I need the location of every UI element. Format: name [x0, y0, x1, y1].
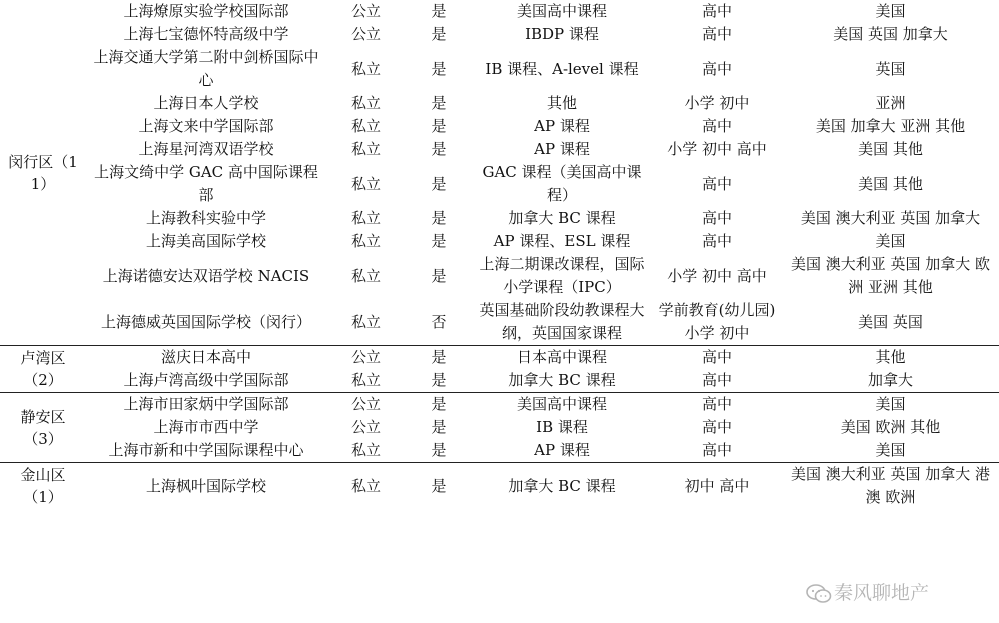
- district-cell: 卢湾区（2）: [0, 346, 86, 393]
- table-row: [0, 253, 999, 299]
- school-cell: 上海枫叶国际学校: [86, 463, 326, 510]
- stage-cell: 小学 初中 高中: [667, 266, 767, 285]
- school-cell: 上海德威英国国际学校（闵行）: [100, 312, 311, 331]
- stage-cell: 高中: [701, 441, 732, 459]
- curriculum-cell: 日本高中课程: [472, 346, 652, 370]
- table-row: [0, 299, 999, 346]
- destination-cell: 亚洲: [875, 94, 906, 112]
- curriculum-cell: GAC 课程（美国高中课程）: [482, 163, 642, 204]
- curriculum-cell: AP 课程: [534, 441, 590, 459]
- flag-cell: 是: [406, 346, 472, 370]
- type-cell: 私立: [350, 232, 381, 250]
- destination-cell: 美国 澳大利亚 英国 加拿大 港澳 欧洲: [782, 463, 999, 510]
- curriculum-cell: AP 课程、ESL 课程: [493, 232, 631, 250]
- stage-cell: 高中: [701, 117, 732, 135]
- school-cell: 上海文来中学国际部: [138, 117, 274, 135]
- table-row: [0, 369, 999, 393]
- school-cell: 上海星河湾双语学校: [138, 140, 274, 158]
- stage-cell: 高中: [652, 346, 782, 370]
- destination-cell: 美国 欧洲 其他: [840, 418, 941, 436]
- type-cell: 公立: [350, 418, 381, 436]
- type-cell: 私立: [350, 174, 381, 193]
- type-cell: 私立: [350, 94, 381, 112]
- type-cell: 公立: [350, 2, 381, 20]
- flag-cell: 否: [431, 312, 447, 331]
- stage-cell: 高中: [701, 2, 732, 20]
- destination-cell: 美国 加拿大 亚洲 其他: [815, 117, 966, 135]
- flag-cell: 是: [431, 266, 447, 285]
- destination-cell: 美国: [875, 441, 906, 459]
- curriculum-cell: 美国高中课程: [516, 2, 607, 20]
- table-row: [0, 393, 999, 417]
- school-cell: 上海文绮中学 GAC 高中国际课程部: [94, 163, 318, 204]
- curriculum-cell: IBDP 课程: [525, 25, 599, 43]
- destination-cell: 美国 英国: [858, 312, 923, 331]
- destination-cell: 美国 英国 加拿大: [833, 25, 948, 43]
- curriculum-cell: AP 课程: [534, 117, 590, 135]
- destination-cell: 其他: [782, 346, 999, 370]
- flag-cell: 是: [431, 2, 447, 20]
- stage-cell: 小学 初中: [684, 94, 750, 112]
- wechat-icon: [806, 584, 832, 604]
- type-cell: 私立: [350, 59, 381, 78]
- flag-cell: 是: [431, 140, 447, 158]
- stage-cell: 高中: [701, 25, 732, 43]
- school-cell: 上海卢湾高级中学国际部: [123, 371, 289, 389]
- school-cell: 上海七宝德怀特高级中学: [123, 25, 289, 43]
- flag-cell: 是: [431, 25, 447, 43]
- school-cell: 上海市市西中学: [153, 418, 259, 436]
- flag-cell: 是: [431, 59, 447, 78]
- curriculum-cell: 加拿大 BC 课程: [472, 463, 652, 510]
- destination-cell: 美国: [875, 2, 906, 20]
- school-cell: 滋庆日本高中: [86, 346, 326, 370]
- stage-cell: 高中: [701, 209, 732, 227]
- destination-cell: 英国: [875, 59, 906, 78]
- destination-cell: 加拿大: [867, 371, 913, 389]
- type-cell: 私立: [350, 371, 381, 389]
- table-row: [0, 46, 999, 92]
- flag-cell: 是: [431, 232, 447, 250]
- district-cell: 静安区（3）: [0, 393, 86, 463]
- stage-cell: 高中: [701, 371, 732, 389]
- stage-cell: 学前教育(幼儿园) 小学 初中: [658, 301, 776, 342]
- flag-cell: 是: [431, 209, 447, 227]
- destination-cell: 美国 澳大利亚 英国 加拿大 欧洲 亚洲 其他: [790, 255, 991, 296]
- school-cell: 上海日本人学校: [153, 94, 259, 112]
- table-row: [0, 138, 999, 161]
- school-cell: 上海燎原实验学校国际部: [123, 2, 289, 20]
- curriculum-cell: 英国基础阶段幼教课程大纲，英国国家课程: [479, 301, 645, 342]
- table-row: [0, 92, 999, 115]
- type-cell: 私立: [350, 312, 381, 331]
- destination-cell: 美国 其他: [858, 140, 923, 158]
- stage-cell: 高中: [701, 232, 732, 250]
- type-cell: 公立: [326, 346, 406, 370]
- type-cell: 私立: [350, 266, 381, 285]
- type-cell: 私立: [326, 463, 406, 510]
- flag-cell: 是: [406, 463, 472, 510]
- curriculum-cell: AP 课程: [534, 140, 590, 158]
- flag-cell: 是: [431, 117, 447, 135]
- stage-cell: 小学 初中 高中: [667, 140, 767, 158]
- table-row: [0, 416, 999, 439]
- stage-cell: 高中: [701, 418, 732, 436]
- flag-cell: 是: [431, 94, 447, 112]
- table-row: [0, 0, 999, 23]
- curriculum-cell: 加拿大 BC 课程: [508, 371, 616, 389]
- type-cell: 私立: [350, 209, 381, 227]
- school-cell: 上海诺德安达双语学校 NACIS: [102, 266, 310, 285]
- table-row: [0, 439, 999, 463]
- flag-cell: 是: [431, 441, 447, 459]
- school-cell: 上海教科实验中学: [145, 209, 266, 227]
- school-cell: 上海市新和中学国际课程中心: [108, 441, 304, 459]
- curriculum-cell: IB 课程、A-level 课程: [485, 59, 639, 78]
- table-row: [0, 346, 999, 370]
- district-cell: 闵行区（11）: [8, 152, 78, 193]
- curriculum-cell: IB 课程: [536, 418, 588, 436]
- table-row: [0, 23, 999, 46]
- watermark: [806, 578, 929, 605]
- type-cell: 私立: [350, 441, 381, 459]
- school-cell: 上海美高国际学校: [145, 232, 266, 250]
- flag-cell: 是: [431, 371, 447, 389]
- table-row: [0, 207, 999, 230]
- curriculum-cell: 美国高中课程: [472, 393, 652, 417]
- school-cell: 上海市田家炳中学国际部: [86, 393, 326, 417]
- table-row: [0, 115, 999, 138]
- destination-cell: 美国: [782, 393, 999, 417]
- flag-cell: 是: [406, 393, 472, 417]
- destination-cell: 美国 澳大利亚 英国 加拿大: [800, 209, 981, 227]
- type-cell: 私立: [350, 117, 381, 135]
- curriculum-cell: 其他: [546, 94, 577, 112]
- destination-cell: 美国: [875, 232, 906, 250]
- type-cell: 公立: [350, 25, 381, 43]
- type-cell: 私立: [350, 140, 381, 158]
- type-cell: 公立: [326, 393, 406, 417]
- stage-cell: 高中: [701, 59, 732, 78]
- stage-cell: 高中: [701, 174, 732, 193]
- curriculum-cell: 加拿大 BC 课程: [508, 209, 616, 227]
- table-row: [0, 463, 999, 510]
- watermark-text: 秦风聊地产: [834, 582, 930, 604]
- district-cell: 金山区（1）: [0, 463, 86, 510]
- stage-cell: 高中: [652, 393, 782, 417]
- flag-cell: 是: [431, 174, 447, 193]
- curriculum-cell: 上海二期课改课程，国际小学课程（IPC）: [479, 255, 645, 296]
- stage-cell: 初中 高中: [652, 463, 782, 510]
- table-row: [0, 230, 999, 253]
- table-row: [0, 161, 999, 207]
- school-cell: 上海交通大学第二附中剑桥国际中心: [93, 48, 319, 89]
- flag-cell: 是: [431, 418, 447, 436]
- destination-cell: 美国 其他: [858, 174, 923, 193]
